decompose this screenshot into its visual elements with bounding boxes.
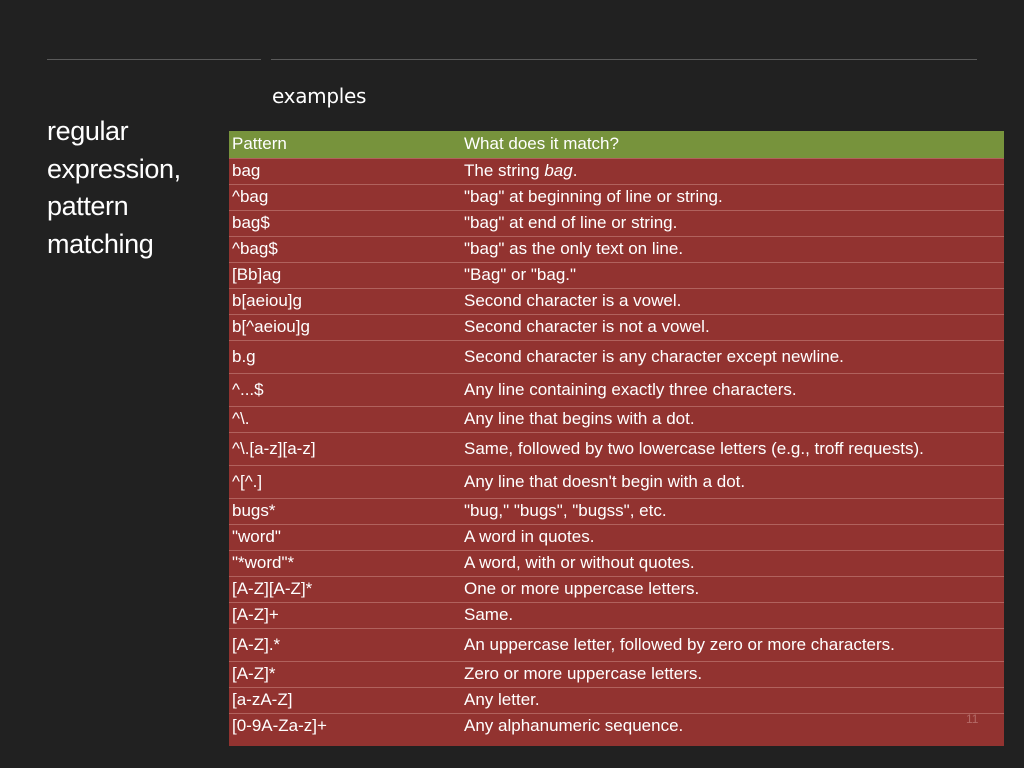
description-cell: Second character is any character except newline.: [464, 346, 844, 366]
description-text: The string: [464, 161, 545, 180]
description-cell: Zero or more uppercase letters.: [464, 664, 703, 683]
table-row: [229, 158, 1004, 184]
table-row: [229, 288, 1004, 314]
slide-number: 11: [966, 712, 979, 726]
examples-table: [229, 131, 1004, 739]
header-description: What does it match?: [464, 134, 619, 154]
title-divider-line: [47, 59, 261, 60]
table-row: [229, 687, 1004, 713]
table-row: [229, 373, 1004, 406]
table-row: [229, 465, 1004, 498]
pattern-cell: "*word"*: [232, 553, 295, 572]
description-cell: Any letter.: [464, 690, 540, 709]
content-divider-line: [271, 59, 977, 60]
table-row: [229, 210, 1004, 236]
header-pattern: Pattern: [232, 134, 287, 154]
description-cell: Second character is a vowel.: [464, 291, 682, 310]
pattern-cell: "word": [232, 527, 281, 546]
table-row: [229, 262, 1004, 288]
table-row: [229, 184, 1004, 210]
description-cell: Any line that doesn't begin with a dot.: [464, 471, 746, 491]
description-cell: Same.: [464, 605, 514, 624]
pattern-cell: ^[^.]: [232, 471, 263, 491]
slide-title: regular expression, pattern matching: [47, 116, 181, 259]
description-cell: An uppercase letter, followed by zero or more characters.: [464, 634, 895, 654]
pattern-cell: ^bag: [232, 187, 269, 206]
pattern-cell: [a-zA-Z]: [232, 690, 293, 709]
description-emphasis: bag: [544, 161, 573, 180]
table-row: [229, 661, 1004, 687]
pattern-cell: [A-Z]+: [232, 605, 279, 624]
pattern-cell: [A-Z][A-Z]*: [232, 579, 313, 598]
pattern-cell: [A-Z].*: [232, 634, 281, 654]
description-cell: "bug," "bugs", "bugss", etc.: [464, 501, 667, 520]
description-cell: Any alphanumeric sequence.: [464, 716, 684, 736]
pattern-cell: bag$: [232, 213, 270, 232]
description-cell: "bag" as the only text on line.: [464, 239, 684, 258]
description-cell: "Bag" or "bag.": [464, 265, 577, 284]
description-cell: A word in quotes.: [464, 527, 595, 546]
slide-subtitle: examples: [272, 84, 367, 108]
pattern-cell: ^...$: [232, 379, 264, 399]
table-row: [229, 340, 1004, 373]
description-cell: "bag" at end of line or string.: [464, 213, 678, 232]
description-cell: Same, followed by two lowercase letters (e.g., troff requests).: [464, 438, 924, 458]
pattern-cell: bag: [232, 161, 261, 180]
description-cell: A word, with or without quotes.: [464, 553, 695, 572]
regex-examples-table: [229, 131, 1004, 746]
table-row: [229, 406, 1004, 432]
pattern-cell: b.g: [232, 346, 256, 366]
table-row: [229, 628, 1004, 661]
table-header-row: [229, 131, 1004, 158]
description-cell: One or more uppercase letters.: [464, 579, 700, 598]
pattern-cell: [0-9A-Za-z]+: [232, 716, 327, 736]
table-row: [229, 576, 1004, 602]
table-row: [229, 314, 1004, 340]
description-cell: [461, 158, 1004, 184]
table-row: [229, 713, 1004, 739]
table-row: [229, 236, 1004, 262]
table-row: [229, 432, 1004, 465]
pattern-cell: bugs*: [232, 501, 276, 520]
pattern-cell: ^bag$: [232, 239, 278, 258]
table-row: [229, 524, 1004, 550]
pattern-cell: b[aeiou]g: [232, 291, 302, 310]
description-text: .: [572, 161, 578, 180]
pattern-cell: b[^aeiou]g: [232, 317, 310, 336]
pattern-cell: ^\.: [232, 409, 250, 428]
table-row: [229, 602, 1004, 628]
description-cell: Any line that begins with a dot.: [464, 409, 695, 428]
table-row: [229, 550, 1004, 576]
pattern-cell: ^\.[a-z][a-z]: [232, 438, 316, 458]
description-cell: Second character is not a vowel.: [464, 317, 710, 336]
pattern-cell: [Bb]ag: [232, 265, 282, 284]
description-cell: "bag" at beginning of line or string.: [464, 187, 723, 206]
pattern-cell: [A-Z]*: [232, 664, 276, 683]
description-cell: Any line containing exactly three characters.: [464, 379, 797, 399]
table-row: [229, 498, 1004, 524]
